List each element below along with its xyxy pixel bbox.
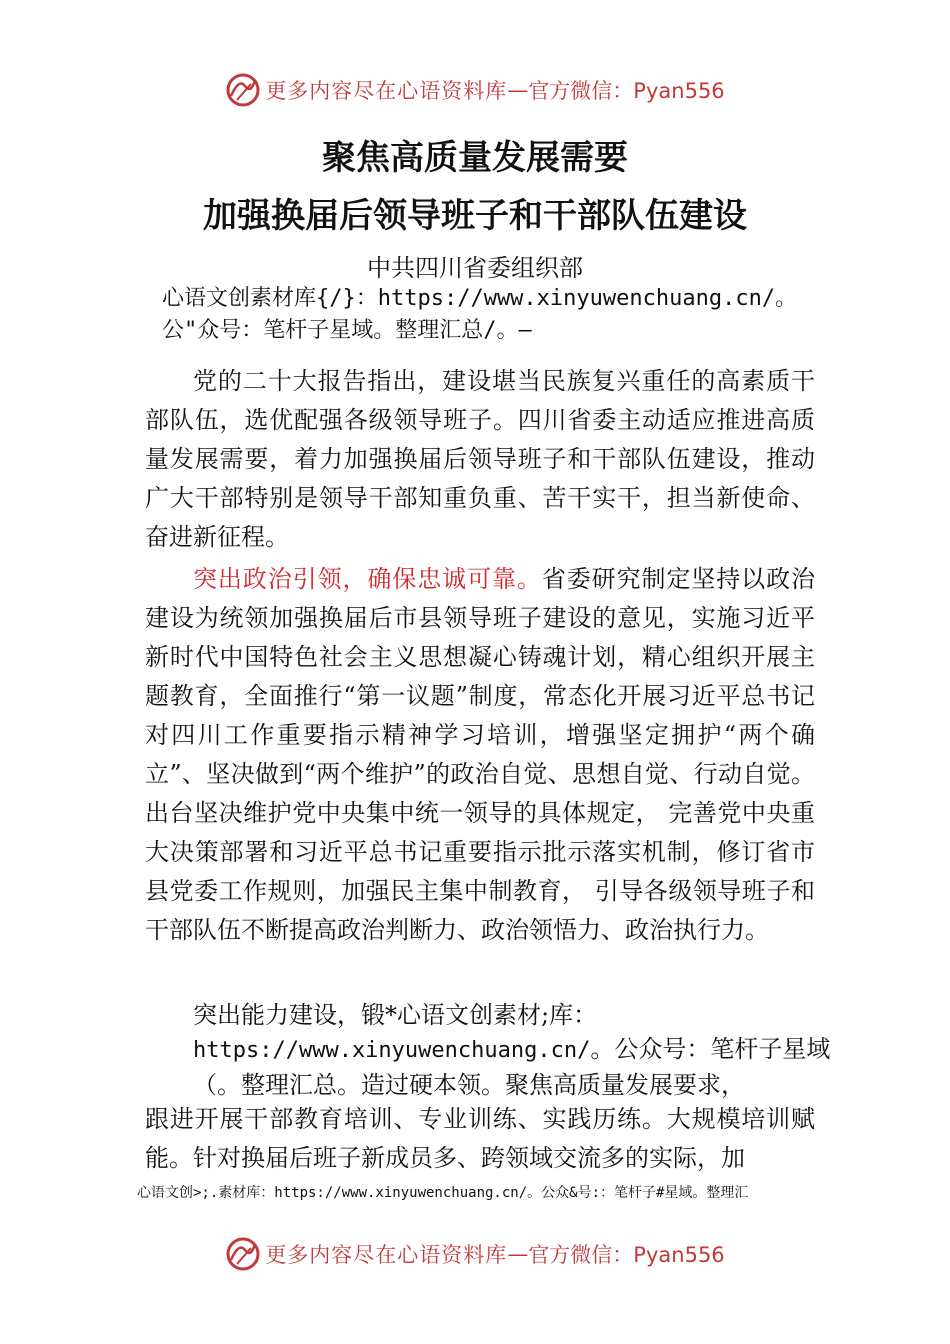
document-title-line-1: 聚焦高质量发展需要	[322, 138, 628, 178]
banner-separator: —	[507, 1242, 529, 1266]
paragraph-capability-head	[193, 998, 843, 1102]
paragraph-heading: 突出能力建设，锻*心语文创素材;库：	[193, 1001, 598, 1029]
banner-text: 更多内容尽在心语资料库	[265, 79, 508, 103]
watermark-line-2: 公"众号：笔杆子星域。整理汇总/。—	[162, 318, 532, 343]
watermark-url: https://www.xinyuwenchuang.cn/	[193, 1038, 591, 1063]
circle-signature-logo-icon	[225, 72, 261, 108]
paragraph-political-guidance	[145, 560, 815, 950]
banner-wechat: 官方微信：Pyan556	[528, 79, 725, 103]
paragraph-body: 省委研究制定坚持以政治建设为统领加强换届后市县领导班子建设的意见，实施习近平新时代中国特色社会主义思想凝心铸魂计划，精心组织开展主题教育，全面推行“第一议题”制度，常态化开展习近平总书记对四川工作重要指示精神学习培训，增强坚定拥护“两个确立”、坚决做到“两个维护”的政治自觉、思想自觉、行动自觉。出台坚决维护党中央集中统一领导的具体规定， 完善党中央重大决策部署和习近平总书记重要指示批示落实机制，修订省市县党委工作规则，加强民主集中制教育， 引导各级领导班子和干部队伍不断提高政治判断力、政治领悟力、政治执行力。	[145, 565, 816, 944]
footer-banner	[0, 1234, 950, 1274]
header-banner	[0, 70, 950, 110]
paragraph-heading-highlight: 突出政治引领，确保忠诚可靠。	[193, 565, 542, 593]
banner-separator: —	[507, 78, 529, 102]
document-title-line-2: 加强换届后领导班子和干部队伍建设	[203, 196, 747, 236]
banner-wechat: 官方微信：Pyan556	[528, 1243, 725, 1267]
footer-watermark: 心语文创>;.素材库：https://www.xinyuwenchuang.cn/。公众&号:：笔杆子#星域。整理汇	[137, 1185, 749, 1201]
circle-signature-logo-icon	[225, 1236, 261, 1272]
paragraph-capability-body: 跟进开展干部教育培训、专业训练、实践历练。大规模培训赋能。针对换届后班子新成员多、跨领域交流多的实际，加	[145, 1105, 815, 1172]
watermark-line-1: 心语文创素材库{/}：https://www.xinyuwenchuang.cn/。	[162, 286, 798, 311]
banner-text: 更多内容尽在心语资料库	[265, 1243, 508, 1267]
watermark-inline: 。公众号：笔杆子星域（。整理汇总。造过硬本领。聚焦高质量发展要求，	[193, 1035, 831, 1099]
document-author: 中共四川省委组织部	[367, 254, 583, 282]
paragraph-intro: 党的二十大报告指出，建设堪当民族复兴重任的高素质干部队伍，选优配强各级领导班子。四川省委主动适应推进高质量发展需要，着力加强换届后领导班子和干部队伍建设，推动广大干部特别是领导干部知重负重、苦干实干，担当新使命、奋进新征程。	[145, 367, 815, 551]
